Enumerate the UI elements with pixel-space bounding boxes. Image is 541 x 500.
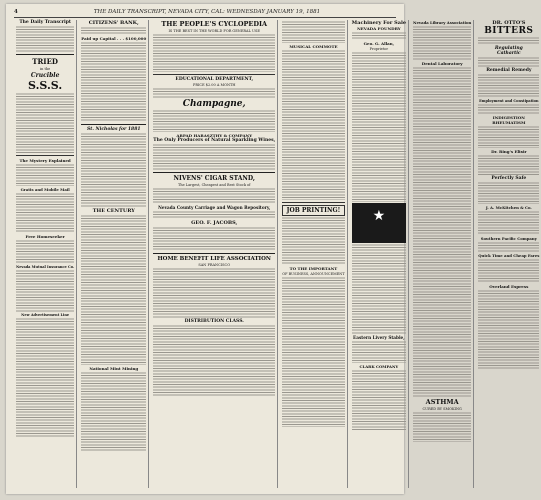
col3-heading-9: DISTRIBUTION CLASS. xyxy=(184,319,244,324)
col7-heading-4: Remedial Remedy xyxy=(486,68,532,73)
col5-heading-1: Machinery For Sale xyxy=(351,20,407,26)
column-3 xyxy=(151,20,278,488)
col2-heading-2: Paid up Capital . . . $100,000 xyxy=(81,36,147,41)
newspaper-page xyxy=(6,4,540,494)
col1-heading-5: Nevada Mutual Insurance Co. xyxy=(16,265,75,269)
star-illustration xyxy=(352,203,406,243)
col7-subheading-3: Cathartic xyxy=(496,51,521,56)
col4-heading-3: TO THE IMPORTANT xyxy=(289,266,338,271)
col5-heading-2: Geo. G. Allan, xyxy=(363,41,395,46)
col7-heading-1: DR. OTTO'S xyxy=(492,20,526,26)
col7-heading-12: Overland Express xyxy=(489,284,529,289)
col7-heading-10: Southern Pacific Company xyxy=(480,236,537,241)
col3-subheading-2: PRICE $2.00 A MONTH xyxy=(193,83,236,87)
col1-heading-6: New Advertisement Line xyxy=(21,313,70,317)
col7-subheading-6: RHEUMATISM xyxy=(492,120,526,125)
col3-heading-8: HOME BENEFIT LIFE ASSOCIATION xyxy=(157,256,271,262)
col3-heading-1: THE PEOPLE'S CYCLOPEDIA xyxy=(161,20,268,28)
col3-subheading-8: SAN FRANCISCO xyxy=(198,263,231,267)
col3-heading-6: Nevada County Carriage and Wagon Repository, xyxy=(158,205,271,210)
col7-heading-9: J. A. McKitchen & Co. xyxy=(485,205,532,210)
col2-heading-3: St. Nicholas for 1881 xyxy=(87,127,141,132)
col2-heading-1: CITIZENS' BANK, xyxy=(88,20,139,26)
col4-subheading-3: OF BUSINESS, ANNOUNCEMENT xyxy=(282,272,345,276)
col3-subheading-5: The Largest, Cheapest and Best Stock of xyxy=(177,183,251,187)
col4-heading-1: MUSICAL COMMOTE xyxy=(289,44,338,49)
col7-heading-5: Employment and Constipation xyxy=(479,99,539,103)
column-7 xyxy=(476,20,541,488)
col1-heading-4: Free Homeseeker xyxy=(25,234,65,239)
col6-subheading-3: CURED BY SMOKING xyxy=(422,407,462,411)
col1-heading-2: The Mystery Explained xyxy=(19,158,71,163)
col7-heading-11: Quick Time and Cheap Fares xyxy=(478,253,540,258)
col1-crucible: Crucible xyxy=(30,72,60,79)
column-4 xyxy=(280,20,347,488)
col4-heading-2: JOB PRINTING! xyxy=(282,205,344,216)
col1-heading-3: Gratis and Mobile Mail xyxy=(20,187,70,192)
masthead xyxy=(14,7,396,18)
col2-heading-5: National Mint Mining xyxy=(89,366,139,371)
col1-heading-1: The Daily Transcript xyxy=(19,20,71,25)
col3-heading-5: NIVENS' CIGAR STAND, xyxy=(173,175,255,182)
col7-heading-3: Regulating xyxy=(494,46,523,51)
col3-heading-2: EDUCATIONAL DEPARTMENT, xyxy=(175,77,254,82)
star-icon: ★ xyxy=(372,208,386,224)
col3-subheading-1: IS THE BEST IN THE WORLD FOR GENERAL USE xyxy=(168,29,260,33)
col5-subheading-1: NEVADA FOUNDRY xyxy=(357,26,401,31)
col1-tried: TRIED xyxy=(32,57,58,66)
col1-in: in the xyxy=(40,67,51,71)
column-1 xyxy=(14,20,77,488)
col3-heading-4: ARPAD HARASZTHY & COMPANY xyxy=(176,133,253,138)
col7-heading-7: Dr. Ring's Elixir xyxy=(491,149,527,154)
col1-sss: S.S.S. xyxy=(28,79,63,92)
col7-heading-8: Perfectly Safe xyxy=(491,176,527,181)
col3-champagne: Champagne, xyxy=(182,99,246,109)
column-5 xyxy=(350,20,409,488)
page-number: 4 xyxy=(14,9,18,15)
col3-subheading-4: The Only Producers of Natural Sparkling Wines, xyxy=(153,138,276,143)
col2-heading-4: THE CENTURY xyxy=(92,208,135,214)
col6-heading-1: Nevada Library Association xyxy=(413,20,472,25)
col5-heading-4: CLARK COMPANY xyxy=(359,364,399,369)
masthead-title: THE DAILY TRANSCRIPT, NEVADA CITY, CAL: WEDNESDAY JANUARY 19, 1881 xyxy=(93,9,321,15)
col7-heading-2: BITTERS xyxy=(484,26,534,36)
col7-heading-6: INDIGESTION xyxy=(492,115,525,120)
col5-heading-3: Eastern Livery Stable, xyxy=(353,335,405,340)
col6-heading-2: Dental Laboratory xyxy=(421,61,463,66)
col3-heading-7: GEO. F. JACOBS, xyxy=(191,220,238,226)
col6-heading-3: ASTHMA xyxy=(425,398,459,406)
column-2 xyxy=(79,20,149,488)
column-6 xyxy=(411,20,474,488)
col5-subheading-2: Proprietor xyxy=(369,47,389,51)
